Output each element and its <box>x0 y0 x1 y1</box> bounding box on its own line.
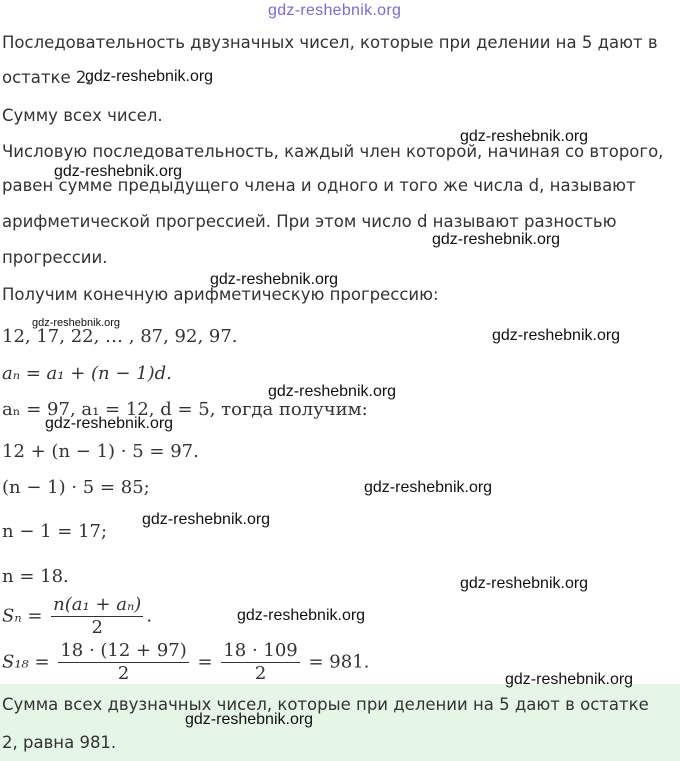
sum-calc-numerator-2: 18 · 109 <box>223 640 298 661</box>
theory-line-4: прогрессии. <box>2 248 108 267</box>
watermark: gdz-reshebnik.org <box>460 575 589 592</box>
sum-calc-numerator-1: 18 · (12 + 97) <box>60 640 187 661</box>
watermark: gdz-reshebnik.org <box>85 68 214 85</box>
theory-line-2: равен сумме предыдущего члена и одного и того же числа d, называют <box>2 176 636 195</box>
watermark: gdz-reshebnik.org <box>460 128 589 145</box>
given-values: aₙ = 97, a₁ = 12, d = 5, тогда получим: <box>2 399 368 420</box>
task-line-2: остатке 2. <box>2 68 92 87</box>
sum-formula-denominator: 2 <box>91 617 103 638</box>
watermark: gdz-reshebnik.org <box>54 163 183 180</box>
solution-intro: Получим конечную арифметическую прогрессию: <box>2 285 439 304</box>
watermark: gdz-reshebnik.org <box>505 671 634 688</box>
watermark: gdz-reshebnik.org <box>210 271 339 288</box>
equation-4: n = 18. <box>2 566 69 587</box>
equation-2: (n − 1) · 5 = 85; <box>2 477 150 498</box>
watermark: gdz-reshebnik.org <box>492 327 621 344</box>
answer-line-2: 2, равна 981. <box>2 733 117 752</box>
theory-line-1: Числовую последовательность, каждый член которой, начиная со второго, <box>2 142 664 161</box>
task-find: Сумму всех чисел. <box>2 106 163 125</box>
watermark-top: gdz-reshebnik.org <box>268 2 402 19</box>
sum-formula-numerator: n(a₁ + aₙ) <box>53 594 142 615</box>
watermark: gdz-reshebnik.org <box>364 479 493 496</box>
formula-an: aₙ = a₁ + (n − 1)d. <box>2 363 172 384</box>
sum-calc-denominator-1: 2 <box>117 663 130 684</box>
watermark: gdz-reshebnik.org <box>32 317 121 329</box>
equation-3: n − 1 = 17; <box>2 521 108 542</box>
watermark: gdz-reshebnik.org <box>142 511 271 528</box>
sum-calc-result: = 981. <box>308 651 370 673</box>
theory-line-3: арифметической прогрессией. При этом число d называют разностью <box>2 212 617 231</box>
sum-calc-fraction-2 <box>221 640 299 685</box>
sum-calc-lhs: S₁₈ = <box>2 651 50 673</box>
sum-formula-fraction <box>51 594 143 639</box>
sum-formula-end: . <box>146 605 153 627</box>
watermark: gdz-reshebnik.org <box>268 383 397 400</box>
sequence: 12, 17, 22, … , 87, 92, 97. <box>2 326 238 347</box>
task-line-1: Последовательность двузначных чисел, которые при делении на 5 дают в <box>2 33 658 52</box>
sum-calc-fraction-1 <box>58 640 188 685</box>
sum-calc-equals: = <box>197 651 213 673</box>
sum-calculation <box>2 640 369 685</box>
watermark: gdz-reshebnik.org <box>185 711 314 728</box>
watermark: gdz-reshebnik.org <box>45 415 174 432</box>
watermark: gdz-reshebnik.org <box>237 607 366 624</box>
answer-line-1: Сумма всех двузначных чисел, которые при делении на 5 дают в остатке <box>2 695 649 714</box>
equation-1: 12 + (n − 1) · 5 = 97. <box>2 441 199 462</box>
sum-formula <box>2 594 152 639</box>
watermark: gdz-reshebnik.org <box>432 231 561 248</box>
sum-calc-denominator-2: 2 <box>254 663 267 684</box>
sum-formula-lhs: Sₙ = <box>2 605 43 627</box>
